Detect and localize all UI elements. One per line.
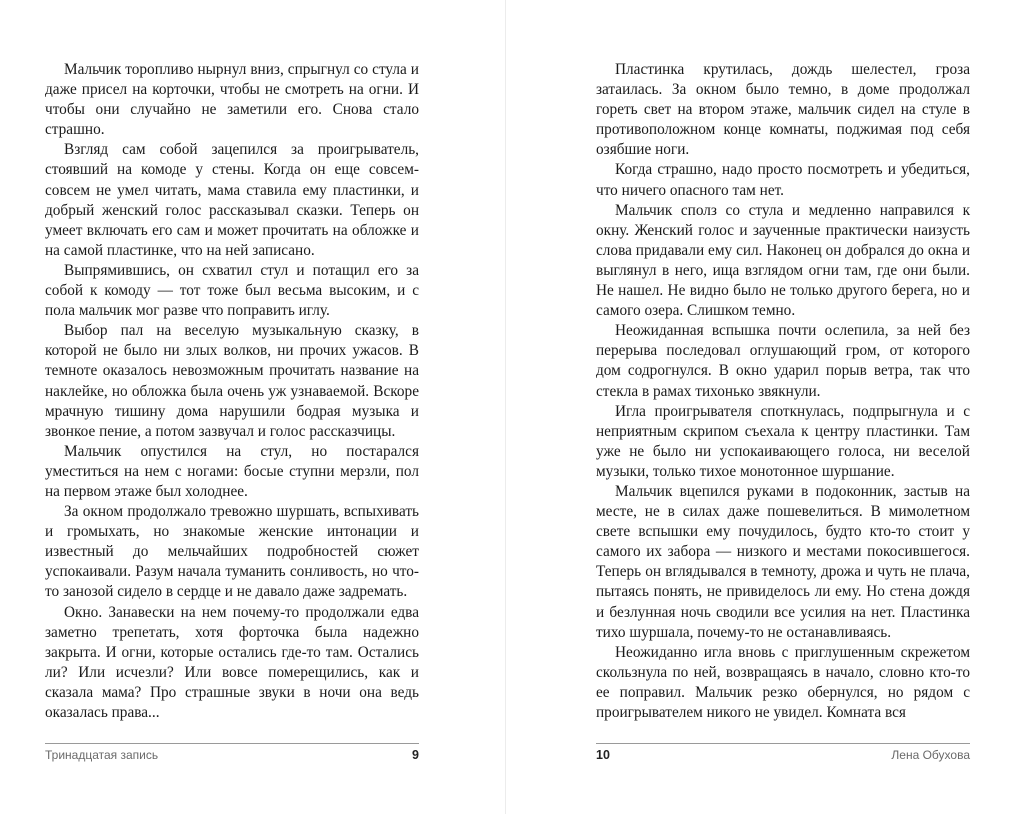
- paragraph: Мальчик сполз со стула и медленно направился к окну. Женский голос и заученные практически наизусть слова придавали ему сил. Наконец он добрался до окна и выглянул в него, ища взглядом огни там, где они были. Не нашел. Не видно было не только другого берега, но и самого озера. Слишком темно.: [596, 201, 970, 320]
- paragraph: Когда страшно, надо просто посмотреть и убедиться, что ничего опасного там нет.: [596, 161, 970, 199]
- paragraph: Мальчик торопливо нырнул вниз, спрыгнул со стула и даже присел на корточки, чтобы не смотреть на огни. И чтобы они случайно не заметили его. Снова стало страшно.: [45, 61, 419, 139]
- paragraph: Неожиданная вспышка почти ослепила, за ней без перерыва последовал оглушающий гром, от которого дом содрогнулся. В окно ударил порыв ветра, так что стекла в рамах тихонько звякнули.: [596, 322, 970, 400]
- paragraph: За окном продолжало тревожно шуршать, вспыхивать и громыхать, но знакомые женские интонации и известный до мельчайших подробностей сюжет успокаивали. Разум начала туманить сонливость, но что-то занозой сидело в сердце и не давало даже задремать.: [45, 503, 419, 601]
- paragraph: Взгляд сам собой зацепился за проигрыватель, стоявший на комоде у стены. Когда он еще совсем-совсем не умел читать, мама ставила ему пластинки, и добрый женский голос рассказывал сказки. Теперь он умеет включать его сам и может прочитать на обложке и на самой пластинке, что на ней записано.: [45, 141, 419, 259]
- footer-divider: [45, 743, 419, 744]
- page-number: 10: [596, 748, 610, 762]
- footer-divider: [596, 743, 970, 744]
- paragraph: Мальчик вцепился руками в подоконник, застыв на месте, не в силах даже пошевелиться. В мимолетном свете вспышки ему почудилось, будто кто-то стоит у самого их забора — низкого и местами покосившегося. Теперь он вглядывался в темноту, дрожа и чуть не плача, пытаясь понять, не привиделось ли ему. Но стена дождя и безлунная ночь сводили все усилия на нет. Пластинка тихо шуршала, почему-то не останавливаясь.: [596, 482, 970, 641]
- paragraph: Пластинка крутилась, дождь шелестел, гроза затаилась. За окном было темно, в доме продолжал гореть свет на втором этаже, мальчик сидел на стуле в противоположном конце комнаты, поджимая под себя озябшие ноги.: [596, 61, 970, 159]
- right-page-text: [596, 60, 970, 723]
- left-page-text: [45, 60, 419, 723]
- paragraph: Игла проигрывателя споткнулась, подпрыгнула и с неприятным скрипом съехала к центру пластинки. Там уже не было ни успокаивающего голоса, ни веселой музыки, только тихое монотонное шуршание.: [596, 402, 970, 480]
- running-title: Тринадцатая запись: [45, 748, 159, 762]
- paragraph: Неожиданно игла вновь с приглушенным скрежетом скользнула по ней, возвращаясь в начало, словно кто-то ее поправил. Мальчик резко обернулся, но рядом с проигрывателем никого не увидел. Комната вся: [596, 643, 970, 721]
- left-page-footer: [45, 747, 419, 763]
- paragraph: Выпрямившись, он схватил стул и потащил его за собой к комоду — тот тоже был весьма высоким, и с пола мальчик мог разве что поправить иглу.: [45, 261, 419, 320]
- paragraph: Окно. Занавески на нем почему-то продолжали едва заметно трепетать, хотя форточка была надежно закрыта. И огни, которые остались где-то там. Остались ли? Или исчезли? Или вовсе померещились, как и сказала мама? Про страшные звуки в ночи она ведь оказалась права...: [45, 603, 419, 721]
- right-page-footer: [596, 747, 970, 763]
- left-page: [0, 0, 500, 814]
- paragraph: Выбор пал на веселую музыкальную сказку, в которой не было ни злых волков, ни прочих ужасов. В темноте оказалось невозможным прочитать название на наклейке, но обложка была очень уж узнаваемой. Вскоре мрачную тишину дома нарушили бодрая музыка и звонкое пение, а потом зазвучал и голос рассказчицы.: [45, 322, 419, 440]
- page-number: 9: [412, 748, 419, 762]
- paragraph: Мальчик опустился на стул, но постарался уместиться на нем с ногами: босые ступни мерзли, пол на первом этаже был холоднее.: [45, 442, 419, 500]
- right-page: [506, 0, 1006, 814]
- author-name: Лена Обухова: [891, 748, 970, 762]
